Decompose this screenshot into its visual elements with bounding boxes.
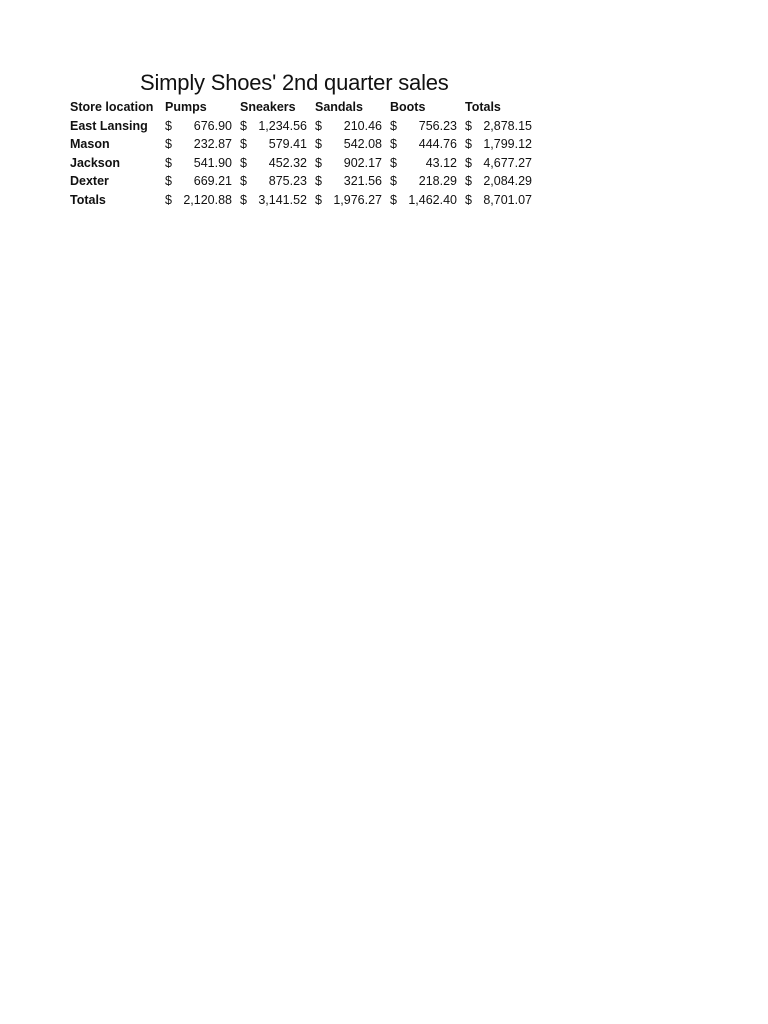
cell-sneakers (240, 172, 307, 191)
cell-amount: 579.41 (268, 137, 307, 152)
cell-pumps (165, 191, 232, 210)
currency-symbol: $ (240, 192, 247, 207)
cell-sandals (315, 191, 382, 210)
column-header-totals: Totals (465, 100, 501, 114)
column-header-pumps: Pumps (165, 100, 207, 114)
cell-amount: 1,234.56 (258, 118, 307, 133)
cell-amount: 1,976.27 (333, 192, 382, 207)
currency-symbol: $ (165, 137, 172, 152)
currency-symbol: $ (165, 192, 172, 207)
row-label: Jackson (70, 155, 121, 170)
cell-boots (390, 117, 457, 136)
column-header-store-location: Store location (70, 100, 154, 114)
cell-sneakers (240, 154, 307, 173)
cell-boots (390, 135, 457, 154)
currency-symbol: $ (465, 137, 472, 152)
sheet-title: Simply Shoes' 2nd quarter sales (140, 70, 449, 95)
currency-symbol: $ (240, 174, 247, 189)
currency-symbol: $ (315, 155, 322, 170)
currency-symbol: $ (390, 192, 397, 207)
cell-amount: 4,677.27 (483, 155, 532, 170)
column-header-sandals: Sandals (315, 100, 363, 114)
cell-amount: 2,084.29 (483, 174, 532, 189)
cell-amount: 902.17 (343, 155, 382, 170)
cell-sandals (315, 172, 382, 191)
cell-sneakers (240, 191, 307, 210)
currency-symbol: $ (165, 155, 172, 170)
cell-amount: 1,462.40 (408, 192, 457, 207)
cell-amount: 542.08 (343, 137, 382, 152)
cell-pumps (165, 172, 232, 191)
cell-amount: 444.76 (418, 137, 457, 152)
cell-sneakers (240, 135, 307, 154)
cell-boots (390, 191, 457, 210)
currency-symbol: $ (390, 118, 397, 133)
currency-symbol: $ (165, 118, 172, 133)
currency-symbol: $ (240, 118, 247, 133)
currency-symbol: $ (390, 137, 397, 152)
currency-symbol: $ (465, 155, 472, 170)
cell-amount: 3,141.52 (258, 192, 307, 207)
row-label: Mason (70, 137, 110, 152)
currency-symbol: $ (240, 155, 247, 170)
cell-totals (465, 135, 532, 154)
cell-amount: 2,120.88 (183, 192, 232, 207)
cell-pumps (165, 154, 232, 173)
cell-amount: 756.23 (418, 118, 457, 133)
cell-totals (465, 172, 532, 191)
cell-amount: 218.29 (418, 174, 457, 189)
cell-amount: 43.12 (425, 155, 457, 170)
cell-amount: 210.46 (343, 118, 382, 133)
currency-symbol: $ (390, 174, 397, 189)
currency-symbol: $ (465, 192, 472, 207)
cell-sneakers (240, 117, 307, 136)
cell-pumps (165, 117, 232, 136)
cell-amount: 1,799.12 (483, 137, 532, 152)
cell-amount: 232.87 (193, 137, 232, 152)
cell-sandals (315, 154, 382, 173)
cell-amount: 2,878.15 (483, 118, 532, 133)
cell-amount: 669.21 (193, 174, 232, 189)
cell-totals (465, 117, 532, 136)
row-label: Dexter (70, 174, 109, 189)
currency-symbol: $ (240, 137, 247, 152)
cell-amount: 875.23 (268, 174, 307, 189)
cell-amount: 676.90 (193, 118, 232, 133)
cell-amount: 452.32 (268, 155, 307, 170)
currency-symbol: $ (315, 174, 322, 189)
currency-symbol: $ (315, 192, 322, 207)
currency-symbol: $ (465, 174, 472, 189)
cell-amount: 321.56 (343, 174, 382, 189)
currency-symbol: $ (165, 174, 172, 189)
column-header-boots: Boots (390, 100, 426, 114)
row-label: East Lansing (70, 118, 148, 133)
cell-sandals (315, 135, 382, 154)
cell-amount: 8,701.07 (483, 192, 532, 207)
cell-totals (465, 154, 532, 173)
cell-sandals (315, 117, 382, 136)
currency-symbol: $ (315, 137, 322, 152)
cell-amount: 541.90 (193, 155, 232, 170)
currency-symbol: $ (465, 118, 472, 133)
cell-totals (465, 191, 532, 210)
row-label: Totals (70, 192, 106, 207)
cell-pumps (165, 135, 232, 154)
currency-symbol: $ (390, 155, 397, 170)
cell-boots (390, 154, 457, 173)
currency-symbol: $ (315, 118, 322, 133)
cell-boots (390, 172, 457, 191)
column-header-sneakers: Sneakers (240, 100, 296, 114)
